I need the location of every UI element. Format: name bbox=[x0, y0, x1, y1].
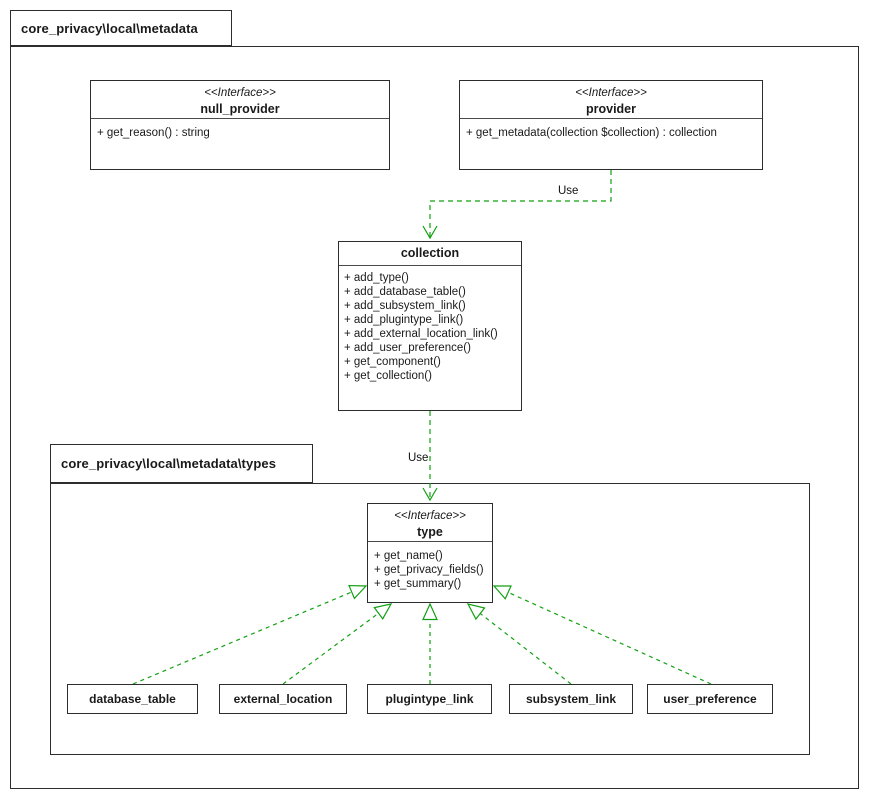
method-item: + add_external_location_link() bbox=[344, 328, 498, 340]
stereotype-label: <<Interface>> bbox=[394, 510, 466, 522]
method-item: + add_database_table() bbox=[344, 286, 466, 298]
class-header bbox=[91, 81, 389, 119]
class-name: collection bbox=[400, 246, 460, 260]
package-tab-core-privacy-local-metadata bbox=[10, 10, 232, 46]
method-item: + add_type() bbox=[344, 272, 409, 284]
class-node-null-provider bbox=[90, 80, 390, 170]
method-item: + add_plugintype_link() bbox=[344, 314, 464, 326]
class-node-database-table bbox=[67, 684, 198, 714]
edge-label-use: Use bbox=[558, 185, 579, 197]
class-header bbox=[460, 81, 762, 119]
class-node-subsystem-link bbox=[509, 684, 633, 714]
class-node-external-location bbox=[219, 684, 347, 714]
class-name: plugintype_link bbox=[385, 692, 474, 706]
class-node-type bbox=[367, 503, 493, 603]
method-item: + get_metadata(collection $collection) : collection bbox=[466, 127, 717, 139]
class-name: database_table bbox=[89, 692, 176, 706]
methods-compartment bbox=[368, 542, 492, 591]
methods-compartment bbox=[91, 119, 389, 140]
class-name: type bbox=[417, 525, 443, 539]
method-item: + get_name() bbox=[374, 550, 443, 562]
class-header bbox=[339, 242, 521, 266]
package-label: core_privacy\local\metadata bbox=[21, 20, 198, 36]
methods-compartment bbox=[339, 266, 521, 383]
package-tab-core-privacy-local-metadata-types bbox=[50, 444, 313, 483]
class-name: null_provider bbox=[200, 102, 280, 116]
method-item: + get_reason() : string bbox=[97, 127, 210, 139]
class-node-plugintype-link bbox=[367, 684, 492, 714]
stereotype-label: <<Interface>> bbox=[575, 87, 647, 99]
methods-compartment bbox=[460, 119, 762, 140]
method-item: + add_user_preference() bbox=[344, 342, 471, 354]
method-item: + get_collection() bbox=[344, 370, 432, 382]
class-header bbox=[368, 504, 492, 542]
package-label: core_privacy\local\metadata\types bbox=[61, 456, 277, 471]
class-node-user-preference bbox=[647, 684, 773, 714]
method-item: + get_component() bbox=[344, 356, 441, 368]
method-item: + get_summary() bbox=[374, 578, 462, 590]
class-name: subsystem_link bbox=[525, 692, 617, 706]
class-name: external_location bbox=[233, 692, 333, 706]
method-item: + add_subsystem_link() bbox=[344, 300, 466, 312]
class-name: user_preference bbox=[663, 692, 757, 706]
edge-label-use: Use bbox=[408, 452, 429, 464]
class-node-provider bbox=[459, 80, 763, 170]
class-node-collection bbox=[338, 241, 522, 411]
stereotype-label: <<Interface>> bbox=[204, 87, 276, 99]
method-item: + get_privacy_fields() bbox=[374, 564, 484, 576]
class-name: provider bbox=[585, 102, 636, 116]
